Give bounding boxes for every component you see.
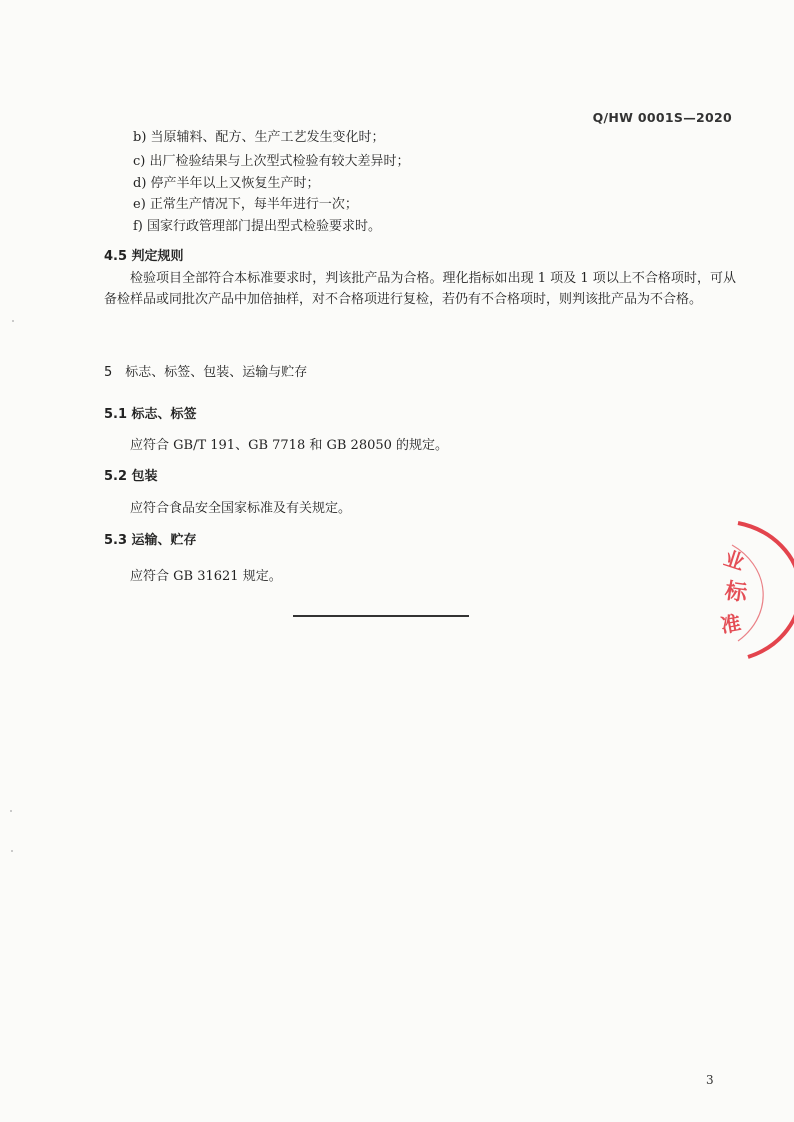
section-heading-5-1: 5.1 标志、标签 <box>104 407 197 422</box>
section-5-3-text: 应符合 GB 31621 规定。 <box>130 569 282 584</box>
section-heading-4-5: 4.5 判定规则 <box>104 249 184 264</box>
list-marker: d) <box>133 176 147 191</box>
list-text: 出厂检验结果与上次型式检验有较大差异时； <box>149 154 410 169</box>
scan-speck <box>10 810 12 812</box>
section-5-1-text: 应符合 GB/T 191、GB 7718 和 GB 28050 的规定。 <box>130 438 449 453</box>
list-text: 国家行政管理部门提出型式检验要求时。 <box>147 219 382 234</box>
list-marker: b) <box>133 130 147 145</box>
page-number: 3 <box>706 1073 714 1087</box>
list-item-b <box>133 128 385 148</box>
scan-speck <box>12 320 14 322</box>
section-heading-5: 5 标志、标签、包装、运输与贮存 <box>104 365 308 380</box>
end-of-document-line <box>293 615 469 617</box>
list-item-e <box>133 195 358 215</box>
list-text: 正常生产情况下，每半年进行一次； <box>149 197 358 212</box>
list-text: 停产半年以上又恢复生产时； <box>150 176 320 191</box>
section-5-2-text: 应符合食品安全国家标准及有关规定。 <box>130 501 352 516</box>
seal-char: 准 <box>718 610 743 638</box>
scan-speck <box>11 850 13 852</box>
section-heading-5-2: 5.2 包装 <box>104 469 158 484</box>
seal-char: 标 <box>723 578 749 607</box>
list-item-f <box>133 217 381 237</box>
judgment-rules-paragraph: 检验项目全部符合本标准要求时，判该批产品为合格。理化指标如出现 1 项及 1 项以上不合格项时，可从备检样品或同批次产品中加倍抽样，对不合格项进行复检，若仍有不合格项时，则判该批产品为不合格。 <box>104 271 736 307</box>
list-text: 当原辅料、配方、生产工艺发生变化时； <box>150 130 385 145</box>
list-item-c <box>133 152 410 172</box>
list-marker: e) <box>133 197 146 212</box>
official-seal-stamp <box>718 515 794 665</box>
section-heading-5-3: 5.3 运输、贮存 <box>104 533 197 548</box>
seal-char: 业 <box>720 545 748 575</box>
document-code: Q/HW 0001S—2020 <box>592 110 732 125</box>
list-marker: f) <box>133 219 143 234</box>
list-marker: c) <box>133 154 146 169</box>
list-item-d <box>133 174 320 194</box>
